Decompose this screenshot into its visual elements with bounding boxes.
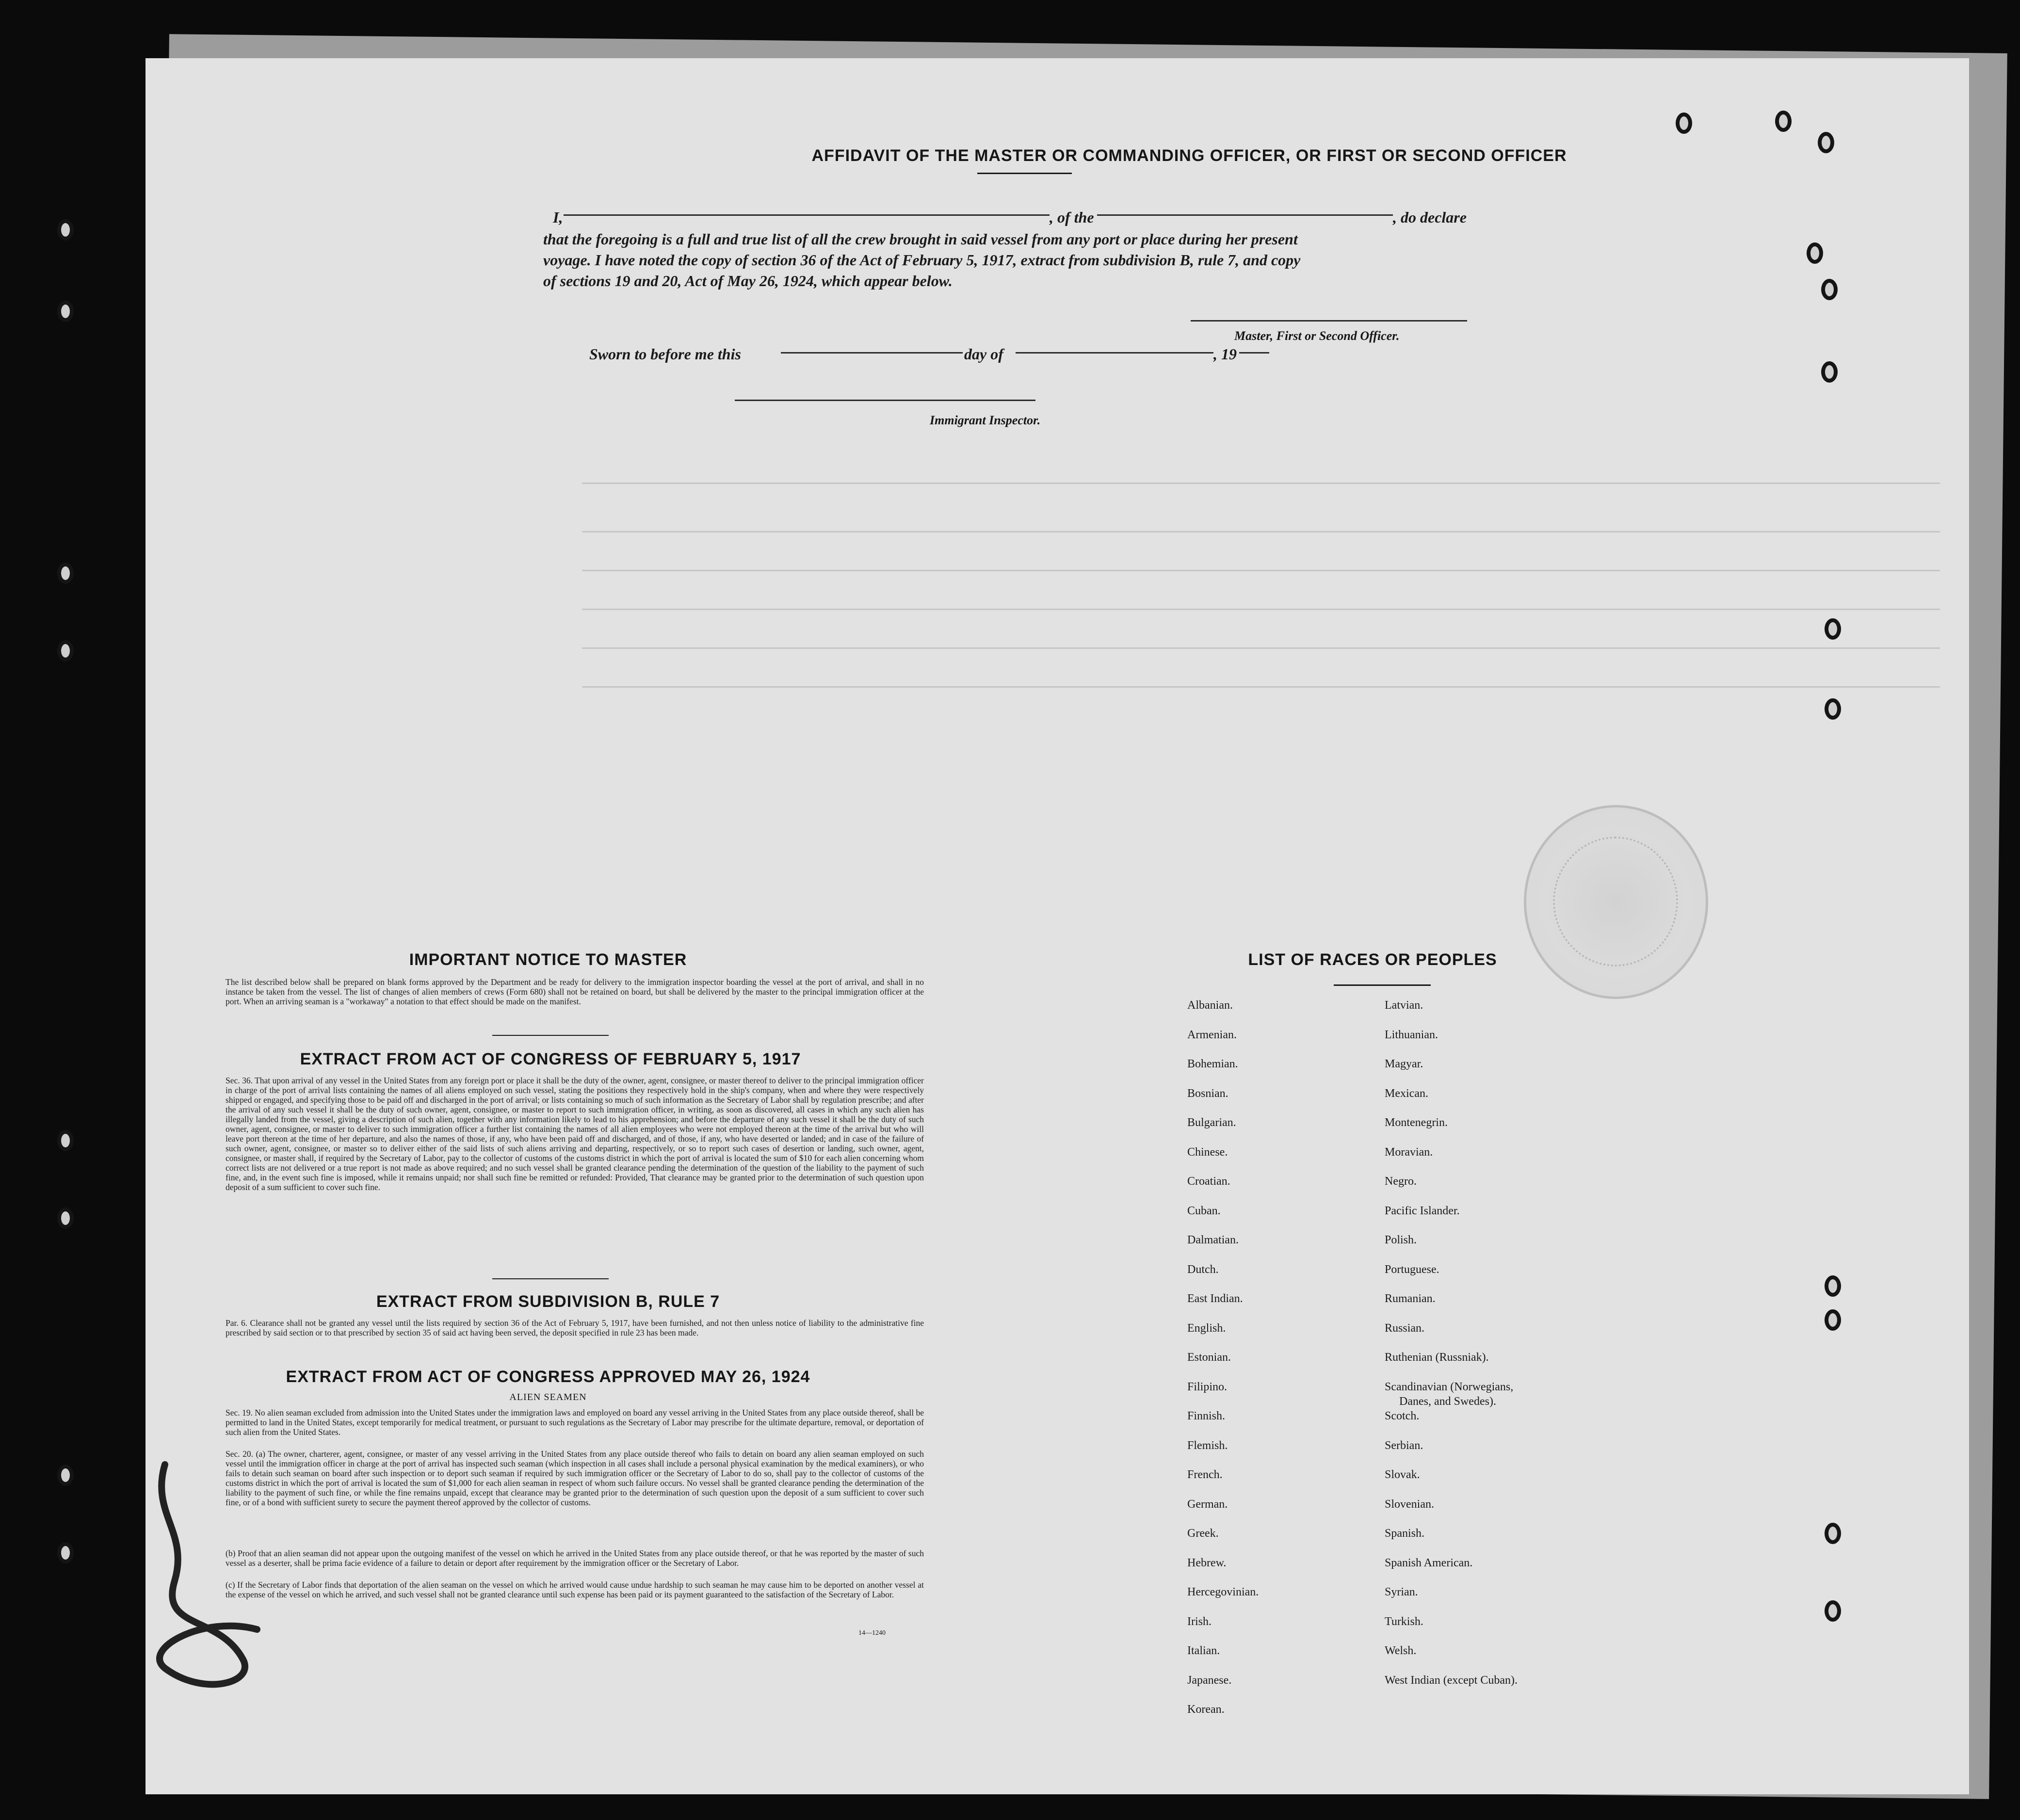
affidavit-body-line-3: of sections 19 and 20, Act of May 26, 1924, which appear below. [543, 272, 953, 290]
race-item: Portuguese. [1385, 1263, 1439, 1276]
race-item: Spanish American. [1385, 1556, 1473, 1569]
race-item: Estonian. [1187, 1351, 1231, 1364]
race-item: Moravian. [1385, 1145, 1433, 1159]
affidavit-body-line-1: that the foregoing is a full and true list of all the crew brought in said vessel from any port or place during her present [543, 230, 1298, 248]
race-item: Bohemian. [1187, 1058, 1238, 1070]
section-divider [492, 1035, 609, 1036]
race-item: Lithuanian. [1385, 1028, 1438, 1041]
punch-hole-icon [1775, 111, 1792, 132]
race-item: Magyar. [1385, 1058, 1423, 1070]
race-item: Dutch. [1187, 1263, 1219, 1276]
race-item: Albanian. [1187, 999, 1233, 1012]
race-item: Mexican. [1385, 1087, 1428, 1100]
punch-hole-icon [1825, 698, 1841, 720]
sec-20c-text: (c) If the Secretary of Labor finds that deportation of the alien seaman on the vessel on which he arrived would cause undue hardship to such seaman he may cause him to be deported on another vessel at the expense of the vessel on which he arrived, and such vessel shall not be granted clearance until such expense has been paid or its payment guaranteed to the satisfaction of the Secretary of Labor. [226, 1580, 924, 1599]
race-item: Latvian. [1385, 999, 1423, 1012]
affiant-name-field[interactable] [564, 214, 1050, 216]
race-item: Syrian. [1385, 1586, 1418, 1598]
punch-hole-icon [1821, 361, 1838, 383]
race-item: Cuban. [1187, 1204, 1221, 1217]
sec-19-text: Sec. 19. No alien seaman excluded from admission into the United States under the immigration laws and employed on board any vessel arriving in the United States from any place outside thereof, shall be permitted to land in the United States, except temporarily for medical treatment, or pursuant to such regulations as the Secretary of Labor may prescribe for the ultimate departure, removal, or deportation of such alien from the United States. [226, 1408, 924, 1437]
punch-hole-icon [1825, 1275, 1841, 1297]
race-item: German. [1187, 1498, 1228, 1511]
race-item: Hercegovinian. [1187, 1586, 1259, 1598]
declare-label: , do declare [1393, 209, 1467, 226]
binder-hole-icon [57, 563, 74, 584]
extract-rule7-title: EXTRACT FROM SUBDIVISION B, RULE 7 [376, 1292, 720, 1311]
race-item: East Indian. [1187, 1292, 1243, 1305]
race-item: West Indian (except Cuban). [1385, 1674, 1518, 1687]
day-of-label: day of [964, 345, 1003, 363]
affiant-label: I, [553, 209, 563, 226]
race-item: Dalmatian. [1187, 1234, 1239, 1246]
punch-hole-icon [1676, 113, 1692, 134]
punch-hole-icon [1825, 1600, 1841, 1622]
binder-hole-icon [57, 301, 74, 322]
binder-hole-icon [57, 1130, 74, 1151]
punch-hole-icon [1821, 279, 1838, 300]
extract-1924-title: EXTRACT FROM ACT OF CONGRESS APPROVED MAY 26, 1924 [286, 1368, 810, 1386]
race-item: Filipino. [1187, 1380, 1228, 1393]
extract-1924-subtitle: ALIEN SEAMEN [509, 1392, 587, 1402]
race-item: Flemish. [1187, 1439, 1228, 1452]
extract-1917-text: Sec. 36. That upon arrival of any vessel in the United States from any foreign port or place it shall be the duty of the owner, agent, consignee, or master thereof to deliver to the principal immigration officer in charge of the port of arrival lists containing the names of all aliens employed on such vessel, stating the positions they respectively hold in the ship's company, when and where they were respectively shipped or engaged, and specifying those to be paid off and discharged in the port of arrival; or lists containing so much of such information as the Secretary of Labor shall by regulation prescribe; and after the arrival of any such vessel it shall be the duty of such owner, agent, consignee, or master to report to such immigration officer, in writing, as soon as discovered, all cases in which any such alien has illegally landed from the vessel, giving a description of such alien, together with any information likely to lead to his apprehension; and before the departure of any such vessel it shall be the duty of such owner, agent, consignee, or master to deliver to such immigration officer a further list containing the names of all alien employees who were not employed thereon at the time of the arrival but who will leave port thereon at the time of her departure, and also the names of those, if any, who have been paid off and discharged, and of those, if any, who have deserted or landed; and in case of the failure of such owner, agent, consignee, or master so to deliver either of the said lists of such aliens arriving and departing, respectively, or so to report such cases of desertion or landing, such owner, agent, consignee, or master shall, if required by the Secretary of Labor, pay to the collector of customs of the customs district in which the port of arrival is located the sum of $10 for each alien concerning whom correct lists are not delivered or a true report is not made as above required; and no such vessel shall be granted clearance pending the determination of the question of the liability to the payment of such fine, and, in the event such fine is imposed, while it remains unpaid; nor shall such fine be remitted or refunded: Provided, That clearance may be granted prior to the determination of such question upon deposit of a sum sufficient to cover such fine. [226, 1076, 924, 1192]
race-item: Polish. [1385, 1234, 1417, 1246]
race-item: Japanese. [1187, 1674, 1232, 1687]
embossed-seal-icon [1524, 805, 1708, 999]
notice-title: IMPORTANT NOTICE TO MASTER [409, 950, 687, 969]
year-label: , 19 [1213, 345, 1237, 363]
binder-hole-icon [57, 1542, 74, 1563]
race-item: Pacific Islander. [1385, 1204, 1460, 1217]
race-item: Russian. [1385, 1321, 1425, 1335]
punch-hole-icon [1825, 1523, 1841, 1544]
vessel-of-label: , of the [1050, 209, 1094, 226]
sworn-day-field[interactable] [781, 352, 963, 354]
race-item: Italian. [1187, 1644, 1220, 1657]
race-item: Korean. [1187, 1703, 1225, 1716]
binder-hole-icon [57, 640, 74, 661]
races-divider [1334, 984, 1431, 986]
race-item: English. [1187, 1321, 1226, 1335]
race-item: Turkish. [1385, 1615, 1423, 1628]
race-item: Slovak. [1385, 1468, 1420, 1481]
sec-20b-text: (b) Proof that an alien seaman did not appear upon the outgoing manifest of the vessel on which he arrived in the United States from any place outside thereof, or that he was reported by the master of such vessel as a deserter, shall be prima facie evidence of a failure to detain or deport after requirement by the immigration officer or the Secretary of Labor. [226, 1548, 924, 1568]
race-item: Hebrew. [1187, 1556, 1227, 1569]
race-item: Armenian. [1187, 1028, 1237, 1041]
race-item: Finnish. [1187, 1410, 1226, 1422]
punch-hole-icon [1807, 242, 1823, 264]
sworn-month-field[interactable] [1016, 352, 1213, 354]
race-item: Serbian. [1385, 1439, 1423, 1452]
race-item: Irish. [1187, 1615, 1212, 1628]
race-item: Scandinavian (Norwegians, [1385, 1380, 1514, 1393]
vessel-name-field[interactable] [1097, 214, 1393, 216]
sec-20a-text: Sec. 20. (a) The owner, charterer, agent, consignee, or master of any vessel arriving in the United States from any place outside thereof who fails to detain on board any alien seaman employed on such vessel until the immigration officer in charge at the port of arrival has inspected such seaman (which inspection in all cases shall include a personal physical examination by the medical examiners), or who fails to detain such seaman on board after such inspection or to deport such seaman if required by such immigration officer or the Secretary of Labor to do so, shall pay to the collector of customs of the customs district in which the port of arrival is located the sum of $1,000 for each alien seaman in respect of whom such failure occurs. No vessel shall be granted clearance pending the determination of the liability to the payment of such fine, or while the fine remains unpaid, except that clearance may be granted prior to the determination of such question upon the deposit of a sum sufficient to cover such fine, or of a bond with sufficient surety to secure the payment thereof approved by the collector of customs. [226, 1449, 924, 1507]
title-divider [977, 173, 1072, 174]
race-item: Bulgarian. [1187, 1116, 1236, 1129]
race-item: Ruthenian (Russniak). [1385, 1351, 1489, 1364]
race-item: Welsh. [1385, 1644, 1417, 1657]
master-signature-label: Master, First or Second Officer. [1234, 329, 1400, 343]
race-item: Croatian. [1187, 1175, 1230, 1188]
race-item: Montenegrin. [1385, 1116, 1448, 1129]
inspector-signature-field[interactable] [735, 400, 1035, 401]
punch-hole-icon [1825, 618, 1841, 640]
binder-hole-icon [57, 219, 74, 241]
race-item: Rumanian. [1385, 1292, 1436, 1305]
race-item: Bosnian. [1187, 1087, 1228, 1100]
extract-1917-title: EXTRACT FROM ACT OF CONGRESS OF FEBRUARY 5, 1917 [300, 1050, 801, 1068]
binder-hole-icon [57, 1208, 74, 1229]
punch-hole-icon [1818, 132, 1834, 153]
race-item: Slovenian. [1385, 1498, 1434, 1511]
affidavit-body-line-2: voyage. I have noted the copy of section 36 of the Act of February 5, 1917, extract from subdivision B, rule 7, and copy [543, 251, 1301, 269]
races-title: LIST OF RACES OR PEOPLES [1248, 950, 1497, 969]
race-item: French. [1187, 1468, 1223, 1481]
document-page [145, 58, 1969, 1794]
master-signature-field[interactable] [1191, 320, 1467, 322]
punch-hole-icon [1825, 1309, 1841, 1331]
race-item: Negro. [1385, 1175, 1417, 1188]
affidavit-title: AFFIDAVIT OF THE MASTER OR COMMANDING OFFICER, OR FIRST OR SECOND OFFICER [811, 146, 1567, 165]
race-item: Danes, and Swedes). [1399, 1395, 1496, 1408]
binder-hole-icon [57, 1465, 74, 1486]
section-divider [492, 1278, 609, 1279]
form-number: 14—1240 [858, 1629, 886, 1637]
handwritten-scribble [145, 1455, 281, 1707]
race-item: Scotch. [1385, 1410, 1420, 1422]
notice-text: The list described below shall be prepared on blank forms approved by the Department and be ready for delivery to the immigration inspector boarding the vessel at the port of arrival, and shall in no instance be taken from the vessel. The list of changes of alien members of crews (Form 680) shall not be retained on board, but shall be delivered by the master to the principal immigration officer at the port. When an arriving seaman is a "workaway" a notation to that effect should be made on the manifest. [226, 977, 924, 1006]
race-item: Spanish. [1385, 1527, 1425, 1540]
extract-rule7-text: Par. 6. Clearance shall not be granted any vessel until the lists required by section 36 of the Act of February 5, 1917, have been furnished, and not then unless notice of liability to the administrative fine prescribed by said section or to that prescribed by section 35 of said act having been served, the deposit specified in rule 23 has been made. [226, 1318, 924, 1337]
sworn-label: Sworn to before me this [589, 345, 741, 363]
race-item: Greek. [1187, 1527, 1219, 1540]
race-item: Chinese. [1187, 1145, 1228, 1159]
inspector-label: Immigrant Inspector. [930, 413, 1041, 427]
sworn-year-field[interactable] [1239, 352, 1269, 354]
